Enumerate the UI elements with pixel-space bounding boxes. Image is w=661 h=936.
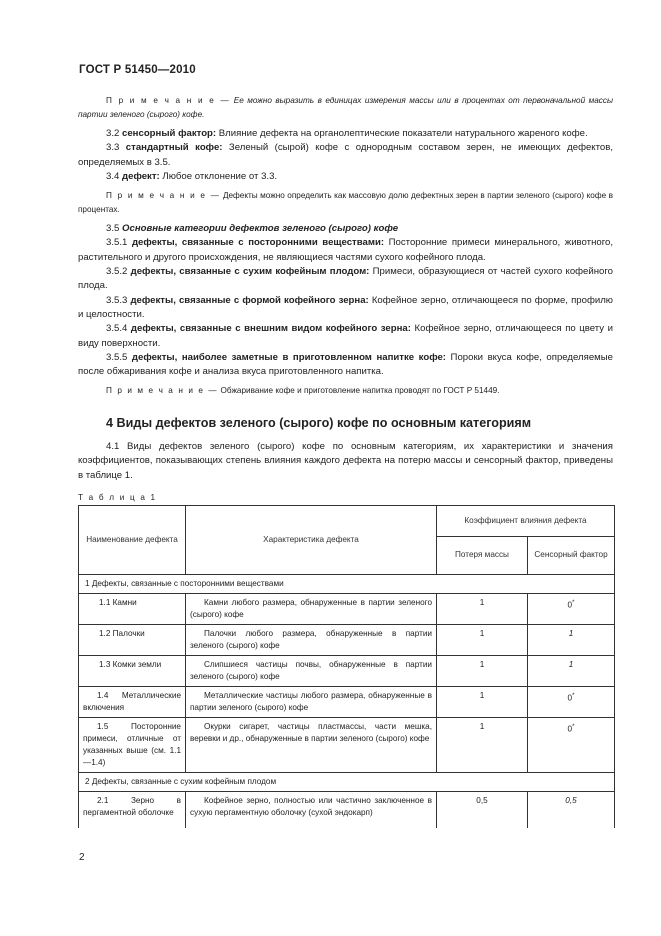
table-row: 1.2 Палочки Палочки любого размера, обнаруженные в партии зеленого (сырого) кофе 1 1 [79,624,615,655]
definition-3-2: 3.2 сенсорный фактор: Влияние дефекта на органолептические показатели натурального жареного кофе. [106,128,588,139]
section-4-heading: 4 Виды дефектов зеленого (сырого) кофе по основным категориям [106,415,532,430]
note-3: П р и м е ч а н и е — Обжаривание кофе и приготовление напитка проводят по ГОСТ Р 51449. [106,386,500,396]
col-header-characteristic: Характеристика дефекта [186,505,437,574]
table-row: 1.1 Камни Камни любого размера, обнаруженные в партии зеленого (сырого) кофе 1 0* [79,593,615,624]
definition-3-5: 3.5 Основные категории дефектов зеленого (сырого) кофе [106,223,399,235]
note-1: П р и м е ч а н и е — Ее можно выразить в единицах измерения массы или в процентах от первоначальной массы партии зеленого (сырого) кофе. [78,96,614,119]
definition-3-5-2: 3.5.2 дефекты, связанные с сухим кофейным плодом: Примеси, образующиеся от частей сухого кофейного плода. [78,266,614,292]
defects-table [78,505,615,828]
col-header-sensory: Сенсорный фактор [528,537,615,575]
page-content [78,94,613,828]
definition-3-5-4: 3.5.4 дефекты, связанные с внешним видом кофейного зерна: Кофейное зерно, отличающееся по цвету и виду поверхности. [78,323,614,349]
table-section-2: 2 Дефекты, связанные с сухим кофейным плодом [79,772,615,791]
definition-3-4: 3.4 дефект: Любое отклонение от 3.3. [106,170,278,182]
col-header-coefficient: Коэффициент влияния дефекта [437,505,615,536]
document-header: ГОСТ Р 51450—2010 [79,64,196,76]
note-2: П р и м е ч а н и е — Дефекты можно определить как массовую долю дефектных зерен в партии зеленого (сырого) кофе в процентах. [78,191,613,214]
definition-3-3: 3.3 стандартный кофе: Зеленый (сырой) кофе с однородным составом зерен, не имеющих дефектов, определяемых в 3.5. [78,142,614,168]
definition-3-5-3: 3.5.3 дефекты, связанные с формой кофейного зерна: Кофейное зерно, отличающееся по форме, профилю и целостности. [78,294,613,320]
table-row: 1.3 Комки земли Слипшиеся частицы почвы, обнаруженные в партии зеленого (сырого) кофе 1 1 [79,655,615,686]
table-row: 1.4 Металлические включения Металлические частицы любого размера, обнаруженные в партии зеленого (сырого) кофе 1 0* [79,686,615,717]
table-row: 1.5 Посторонние примеси, отличные от указанных выше (см. 1.1—1.4) Окурки сигарет, частицы пластмассы, части мешка, веревки и др., обнаруженные в партии зеленого (сырого) кофе 1 0* [79,717,615,772]
definition-3-5-5: 3.5.5 дефекты, наиболее заметные в приготовленном напитке кофе: Пороки вкуса кофе, определяемые после обжаривания кофе и анализа вкуса приготовленного напитка. [78,351,613,378]
table-caption: Т а б л и ц а 1 [78,492,157,502]
paragraph-4-1: 4.1 Виды дефектов зеленого (сырого) кофе по основным категориям, их характеристики и значения коэффициентов, показывающих степень влияния каждого дефекта на потерю массы и сенсорный фактор, приведены в таблице 1. [78,440,613,481]
page-number: 2 [79,852,85,863]
col-header-name: Наименование дефекта [79,505,186,574]
table-row: 2.1 Зерно в пергаментной оболочке Кофейное зерно, полностью или частично заключенное в сухую пергаментную оболочку (сухой эндокарп) 0,5 0,5 [79,791,615,828]
table-section-1: 1 Дефекты, связанные с посторонними веществами [79,574,615,593]
definition-3-5-1: 3.5.1 дефекты, связанные с посторонними веществами: Посторонние примеси минерального, животного, растительного и другого происхождения, не являющиеся частями сухого кофейного плода. [78,237,613,263]
col-header-mass-loss: Потеря массы [437,537,528,575]
